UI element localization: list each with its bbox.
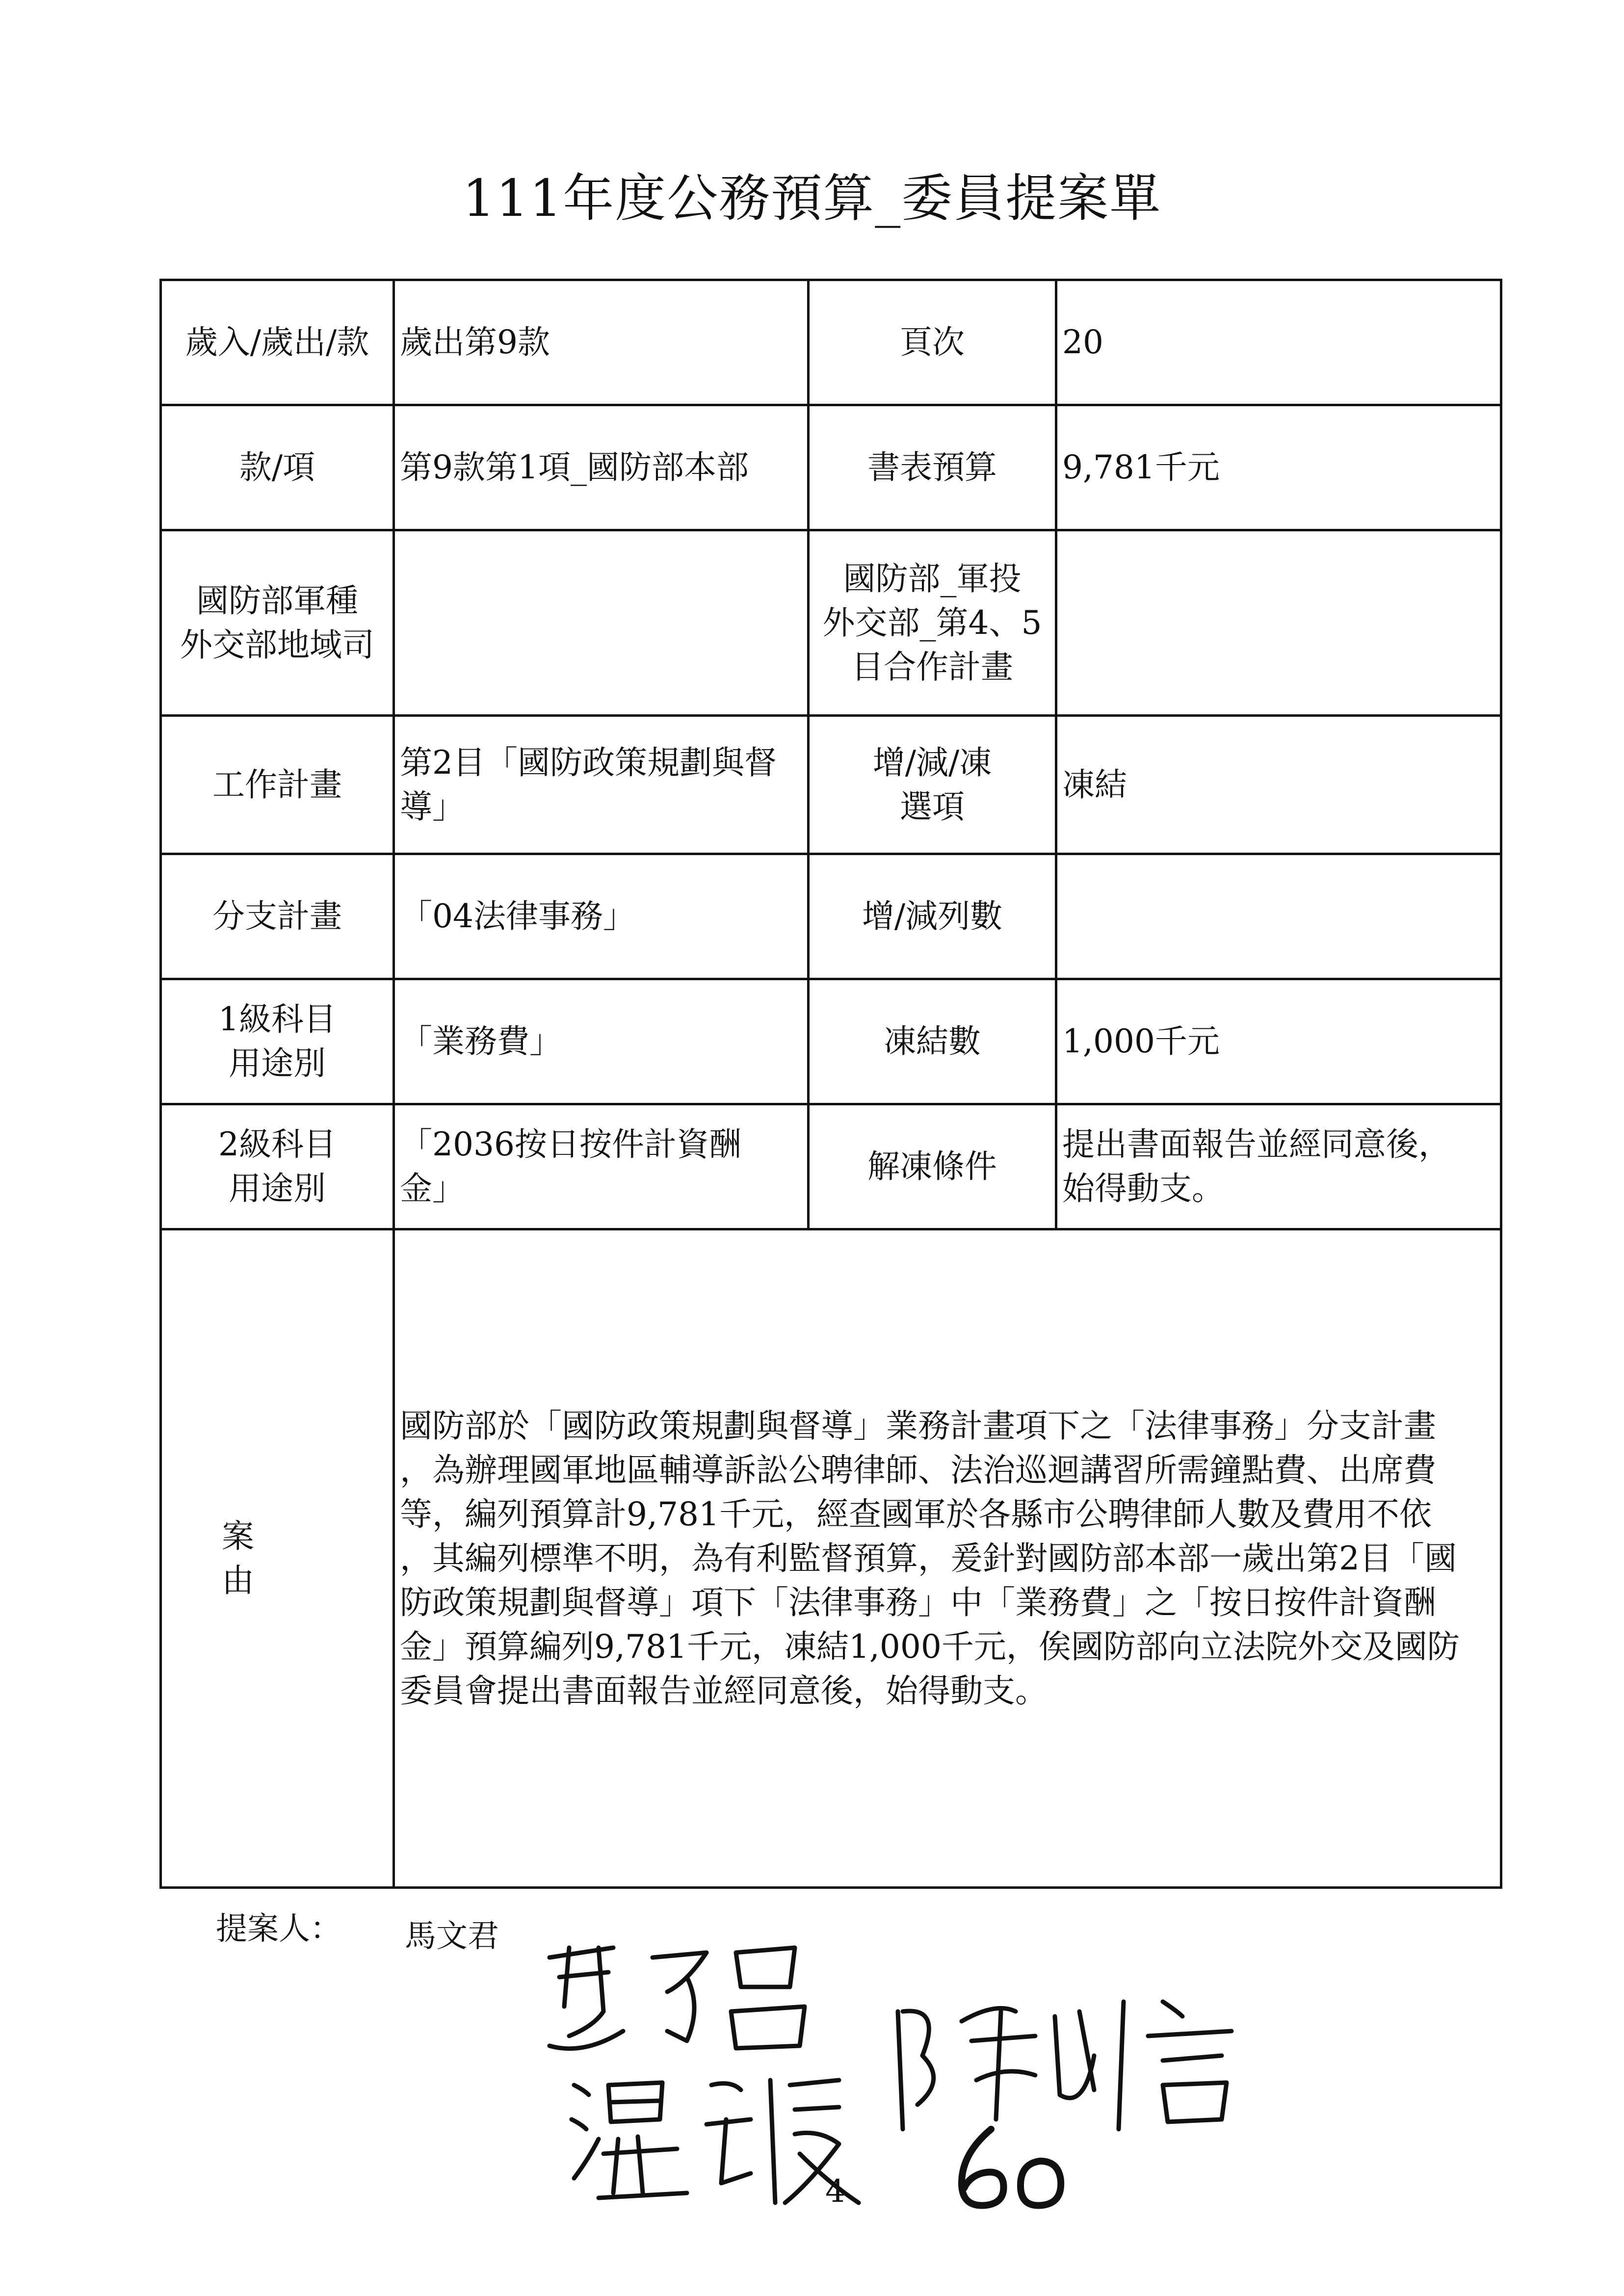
row-value-item: 第9款第1項_國防部本部 bbox=[394, 405, 809, 530]
row-label-service-branch: 國防部軍種 外交部地域司 bbox=[161, 530, 394, 716]
handwritten-number-60 bbox=[947, 2119, 1074, 2219]
table-row bbox=[161, 530, 1501, 716]
row-value-military-investment bbox=[1056, 530, 1501, 716]
row-label-adjust-option: 增/減/凍 選項 bbox=[809, 716, 1056, 854]
row-label-branch-plan: 分支計畫 bbox=[161, 854, 394, 979]
row-label-level2-subject: 2級科目 用途別 bbox=[161, 1104, 394, 1229]
proposer-label: 提案人： bbox=[216, 1911, 341, 1947]
reason-line: 國防部於「國防政策規劃與督導」業務計畫項下之「法律事務」分支計畫 bbox=[400, 1407, 1436, 1445]
row-label-work-plan: 工作計畫 bbox=[161, 716, 394, 854]
proposal-form-table bbox=[159, 279, 1502, 1889]
row-value-budget-type: 歲出第9款 bbox=[394, 280, 809, 405]
row-label-budget-type: 歲入/歲出/款 bbox=[161, 280, 394, 405]
row-label-freeze-amount: 凍結數 bbox=[809, 979, 1056, 1104]
table-row-reason bbox=[161, 1229, 1501, 1888]
table-row bbox=[161, 1104, 1501, 1229]
row-label-adjust-amount: 增/減列數 bbox=[809, 854, 1056, 979]
row-label-form-budget: 書表預算 bbox=[809, 405, 1056, 530]
reason-line: 等，編列預算計9,781千元，經查國軍於各縣市公聘律師人數及費用不依 bbox=[400, 1495, 1432, 1533]
table-row bbox=[161, 979, 1501, 1104]
row-label-item: 款/項 bbox=[161, 405, 394, 530]
handwritten-signature-chen-cheng-hsin bbox=[888, 1982, 1261, 2141]
table-row bbox=[161, 716, 1501, 854]
table-row bbox=[161, 854, 1501, 979]
reason-line: 委員會提出書面報告並經同意後，始得動支。 bbox=[400, 1671, 1048, 1710]
row-value-service-branch bbox=[394, 530, 809, 716]
row-value-adjust-option: 凍結 bbox=[1056, 716, 1501, 854]
reason-line: 防政策規劃與督導」項下「法律事務」中「業務費」之「按日按件計資酬 bbox=[400, 1583, 1436, 1621]
row-value-branch-plan: 「04法律事務」 bbox=[394, 854, 809, 979]
table-row bbox=[161, 405, 1501, 530]
row-label-level1-subject: 1級科目 用途別 bbox=[161, 979, 394, 1104]
reason-line: 金」預算編列9,781千元，凍結1,000千元，俟國防部向立法院外交及國防 bbox=[400, 1627, 1460, 1666]
row-value-level2-subject: 「2036按日按件計資酬 金」 bbox=[394, 1104, 809, 1229]
handwritten-signature-ma-wen-jun bbox=[540, 1928, 834, 2077]
row-value-unfreeze-condition: 提出書面報告並經同意後， 始得動支。 bbox=[1056, 1104, 1501, 1229]
row-value-freeze-amount: 1,000千元 bbox=[1056, 979, 1501, 1104]
row-value-form-budget: 9,781千元 bbox=[1056, 405, 1501, 530]
page-title: 111年度公務預算_委員提案單 bbox=[462, 168, 1162, 228]
table-row bbox=[161, 280, 1501, 405]
row-value-work-plan: 第2目「國防政策規劃與督 導」 bbox=[394, 716, 809, 854]
row-value-adjust-amount bbox=[1056, 854, 1501, 979]
row-value-level1-subject: 「業務費」 bbox=[394, 979, 809, 1104]
row-label-page: 頁次 bbox=[809, 280, 1056, 405]
page-number: 4 bbox=[825, 2173, 845, 2210]
reason-label: 案由 bbox=[161, 1229, 394, 1888]
reason-body bbox=[394, 1229, 1501, 1888]
row-label-military-investment: 國防部_軍投 外交部_第4、5 目合作計畫 bbox=[809, 530, 1056, 716]
row-label-unfreeze-condition: 解凍條件 bbox=[809, 1104, 1056, 1229]
handwritten-signature-wen-yu-hsia bbox=[564, 2056, 868, 2224]
reason-line: ，為辦理國軍地區輔導訴訟公聘律師、法治巡迴講習所需鐘點費、出席費 bbox=[400, 1451, 1436, 1489]
row-value-page: 20 bbox=[1056, 280, 1501, 405]
proposer-name: 馬文君 bbox=[405, 1918, 499, 1955]
reason-line: ，其編列標準不明，為有利監督預算，爰針對國防部本部一歲出第2目「國 bbox=[400, 1539, 1457, 1577]
